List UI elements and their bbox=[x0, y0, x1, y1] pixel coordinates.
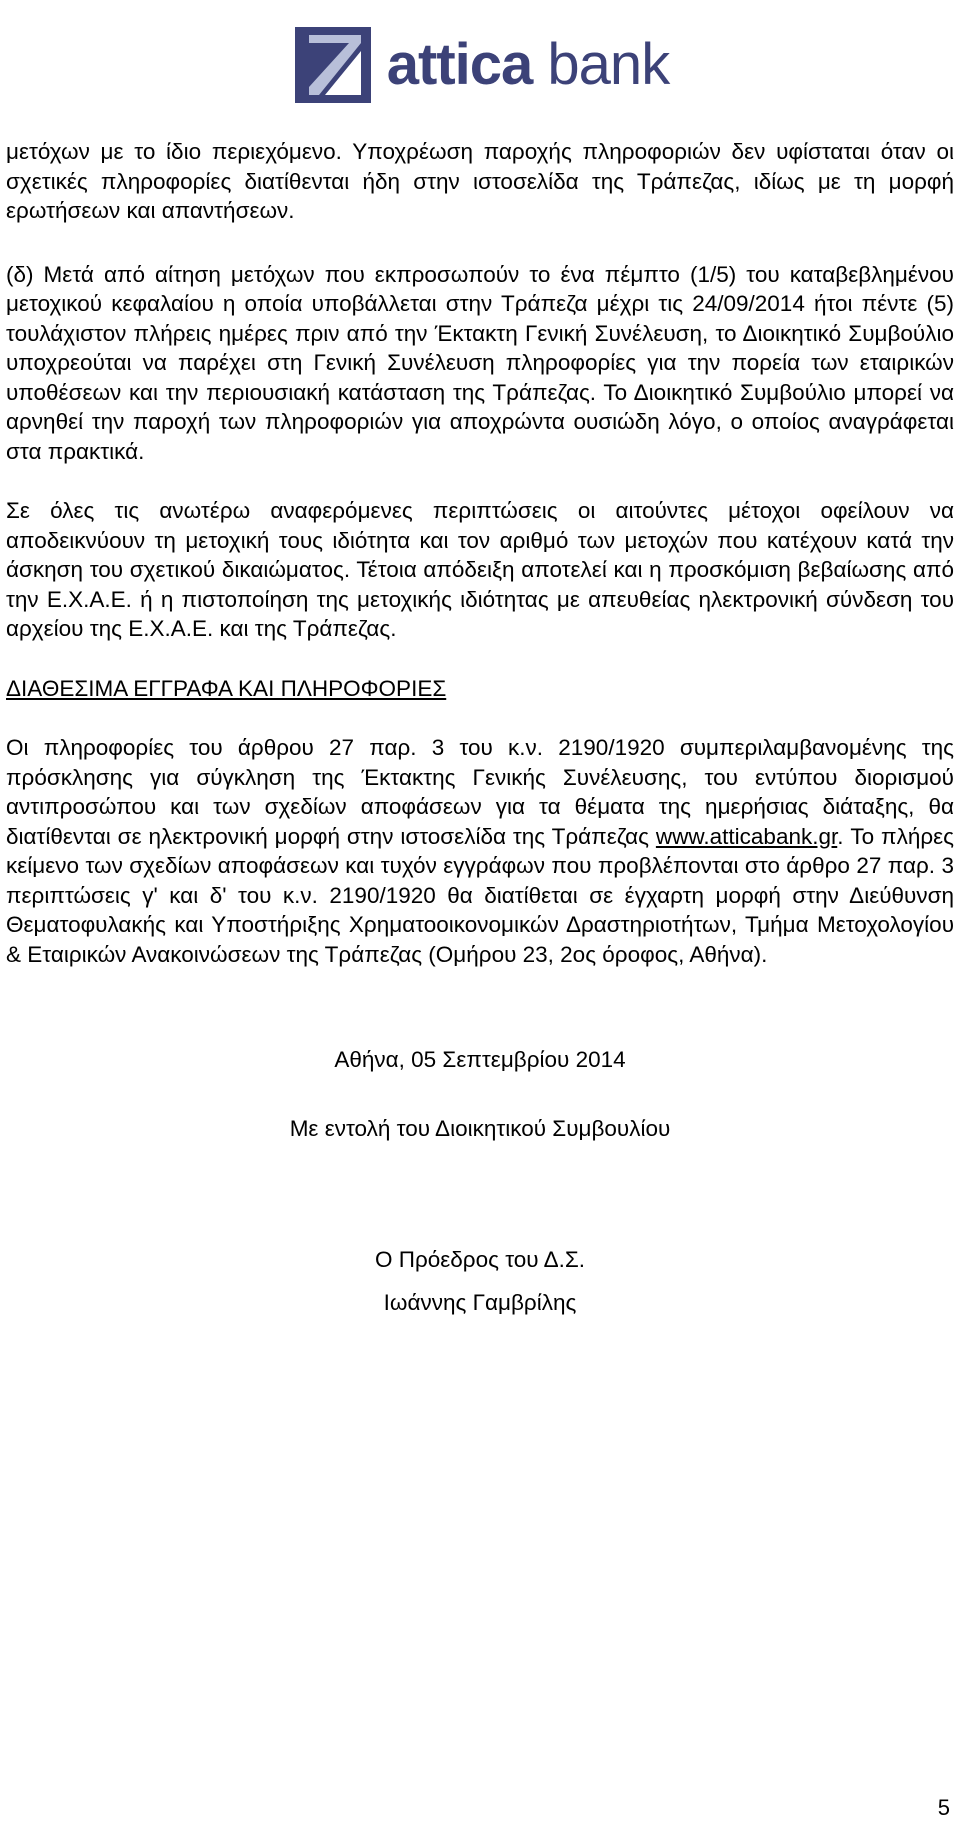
paragraph-proof-of-shareholding: Σε όλες τις ανωτέρω αναφερόμενες περιπτώσεις οι αιτούντες μέτοχοι οφείλουν να αποδεικνύουν τη μετοχική τους ιδιότητα και τον αριθμό των μετοχών που κατέχουν κατά την άσκηση του σχετικού δικαιώματος. Τέτοια απόδειξη αποτελεί και η προσκόμιση βεβαίωσης από την Ε.Χ.Α.Ε. ή η πιστοποίηση της μετοχικής ιδιότητας με απευθείας ηλεκτρονική σύνδεση του αρχείου της Ε.Χ.Α.Ε. και της Τράπεζας. bbox=[6, 498, 954, 641]
page-number: 5 bbox=[937, 1795, 950, 1820]
paragraph-text-before-link: Οι πληροφορίες του άρθρου 27 παρ. 3 του κ.ν. 2190/1920 συμπεριλαμβανομένης της πρόσκλησης για σύγκληση της Έκτακτης Γενικής Συνέλευσης, του εντύπου διορισμού αντιπροσώπου και των σχεδίων αποφάσεων για τα θέματα της ημερήσιας διάταξης, θα διατίθενται σε ηλεκτρονική μορφή στην ιστοσελίδα της Τράπεζας bbox=[6, 735, 954, 849]
date-line: Αθήνα, 05 Σεπτεμβρίου 2014 bbox=[334, 1047, 626, 1072]
paragraph-available-documents bbox=[6, 733, 954, 969]
attica-bank-logo bbox=[291, 25, 669, 105]
logo-word-bank: bank bbox=[547, 32, 670, 97]
document-body bbox=[6, 137, 954, 1317]
board-order-line: Με εντολή του Διοικητικού Συμβουλίου bbox=[289, 1115, 671, 1141]
president-name: Ιωάννης Γαμβρίλης bbox=[383, 1289, 577, 1315]
page-header bbox=[0, 22, 960, 108]
paragraph-text-after-link: . Το πλήρες κείμενο των σχεδίων αποφάσεων και τυχόν εγγράφων που προβλέπονται στο άρθρο 27 παρ. 3 περιπτώσεις γ' και δ' του κ.ν. 2190/1920 θα διατίθεται σε έγχαρτη μορφή στην Διεύθυνση Θεματοφυλακής και Υποστήριξης Χρηματοοικονομικών Δραστηριοτήτων, Τμήμα Μετοχολογίου & Εταιρικών Ανακοινώσεων της Τράπεζας (Ομήρου 23, 2ος όροφος, Αθήνα). bbox=[6, 823, 955, 967]
paragraph-clause-d: (δ) Μετά από αίτηση μετόχων που εκπροσωπούν το ένα πέμπτο (1/5) του καταβεβλημένου μετοχικού κεφαλαίου η οποία υποβάλλεται στην Τράπεζα μέχρι τις 24/09/2014 ήτοι πέντε (5) τουλάχιστον πλήρεις ημέρες πριν από την Έκτακτη Γενική Συνέλευση, το Διοικητικό Συμβούλιο υποχρεούται να παρέχει στη Γενική Συνέλευση πληροφορίες για την πορεία των εταιρικών υποθέσεων και την περιουσιακή κατάσταση της Τράπεζας. Το Διοικητικό Συμβούλιο μπορεί να αρνηθεί την παροχή των πληροφοριών για αποχρώντα ουσιώδη λόγο, ο οποίος αναγράφεται στα πρακτικά. bbox=[6, 261, 954, 464]
section-heading-available-documents: ΔΙΑΘΕΣΙΜΑ ΕΓΓΡΑΦΑ ΚΑΙ ΠΛΗΡΟΦΟΡΙΕΣ bbox=[6, 675, 447, 701]
logo-wordmark bbox=[386, 32, 670, 97]
paragraph-shareholder-info: μετόχων με το ίδιο περιεχόμενο. Υποχρέωση παροχής πληροφοριών δεν υφίσταται όταν οι σχετικές πληροφορίες διατίθενται ήδη στην ιστοσελίδα της Τράπεζας, ιδίως με τη μορφή ερωτήσεων και απαντήσεων. bbox=[6, 139, 954, 223]
president-title: Ο Πρόεδρος του Δ.Σ. bbox=[374, 1247, 586, 1272]
website-link[interactable]: www.atticabank.gr bbox=[655, 823, 838, 849]
logo-word-attica: attica bbox=[386, 32, 533, 97]
attica-bank-logo-mark-icon bbox=[291, 25, 375, 105]
